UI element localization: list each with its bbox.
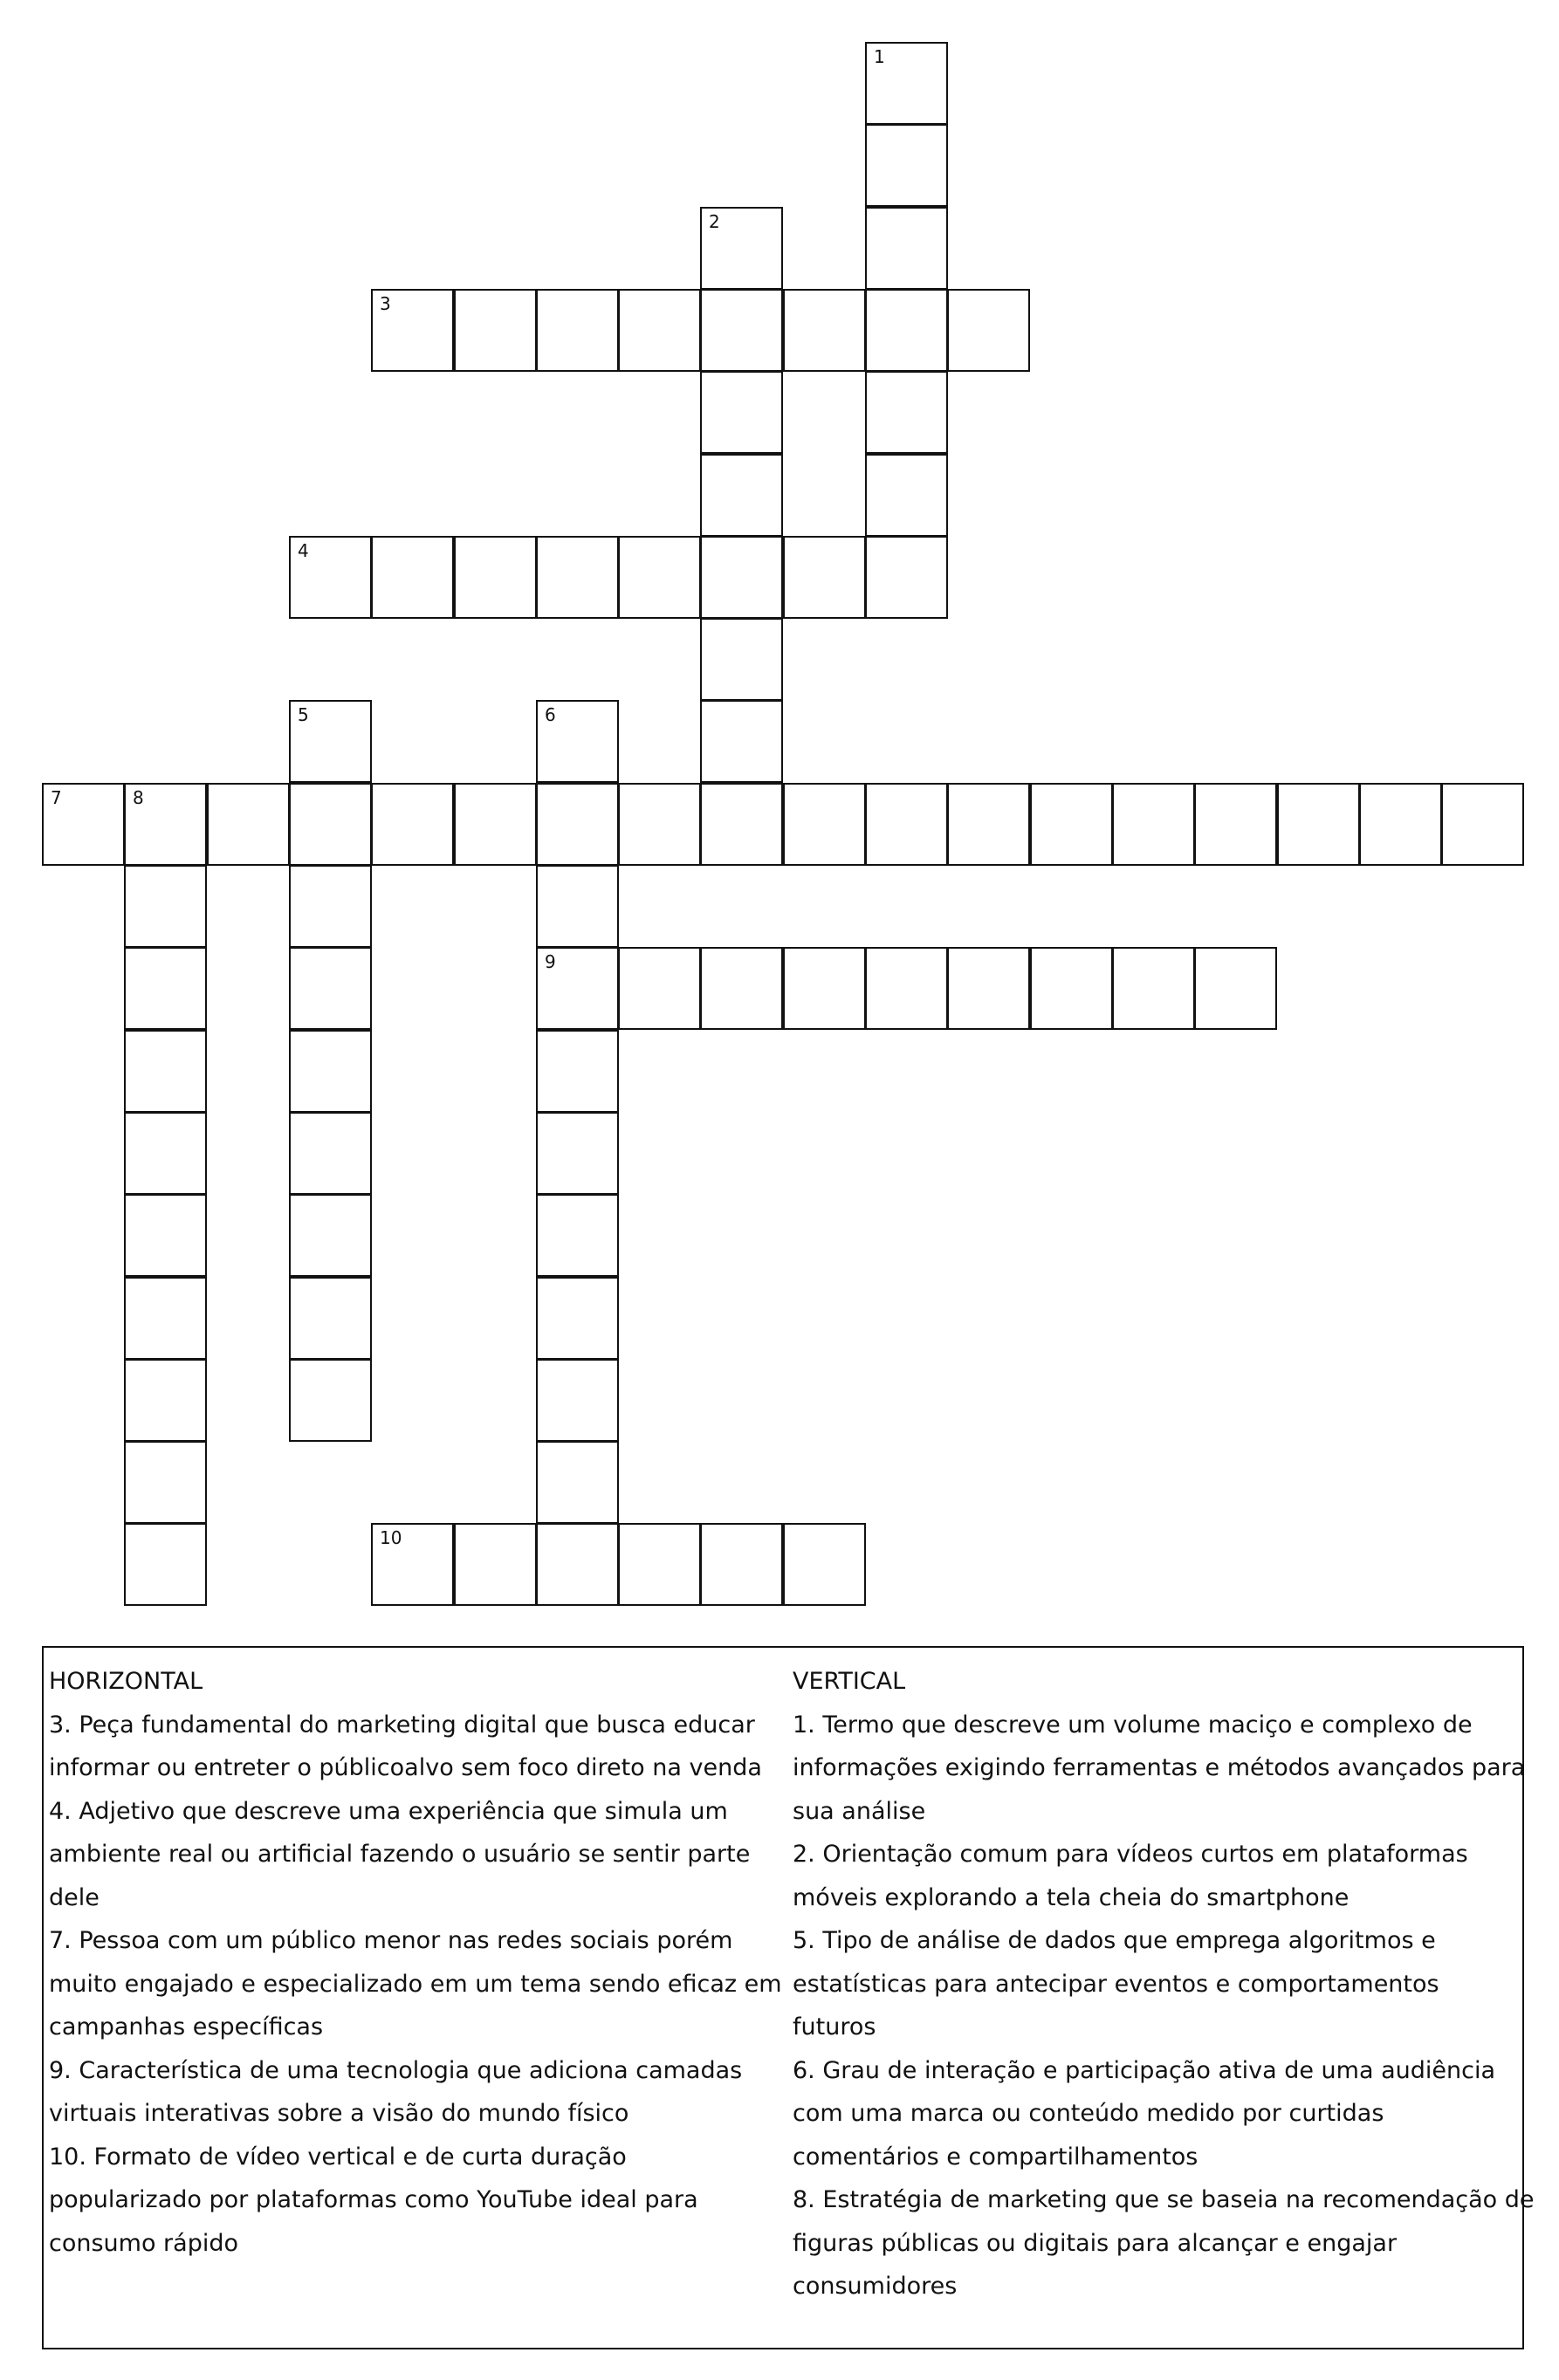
vertical-clue-line: 1. Termo que descreve um volume maciço e complexo de	[793, 1711, 1473, 1739]
crossword-cell[interactable]	[289, 700, 372, 783]
crossword-cell[interactable]	[618, 289, 701, 372]
vertical-clue-line: 2. Orientação comum para vídeos curtos em plataformas	[793, 1841, 1468, 1868]
crossword-cell[interactable]	[1030, 947, 1113, 1030]
crossword-cell[interactable]	[865, 947, 948, 1030]
vertical-clue-line: informações exigindo ferramentas e métodos avançados para	[793, 1754, 1526, 1781]
crossword-cell[interactable]	[618, 536, 701, 619]
horizontal-clue-line: muito engajado e especializado em um tema sendo eficaz em	[49, 1970, 782, 1998]
crossword-cell[interactable]	[1359, 783, 1442, 866]
vertical-clue-line: 8. Estratégia de marketing que se baseia na recomendação de	[793, 2186, 1535, 2213]
crossword-cell[interactable]	[289, 865, 372, 948]
vertical-clue-line: figuras públicas ou digitais para alcançar e engajar	[793, 2229, 1398, 2257]
crossword-cell[interactable]	[700, 536, 783, 619]
crossword-cell[interactable]	[536, 1194, 619, 1277]
crossword-cell[interactable]	[700, 618, 783, 701]
crossword-cell[interactable]	[865, 454, 948, 537]
clue-number: 7	[51, 787, 62, 808]
crossword-cell[interactable]	[1194, 783, 1277, 866]
crossword-cell[interactable]	[536, 1359, 619, 1442]
crossword-cell[interactable]	[124, 1523, 207, 1606]
crossword-cell[interactable]	[289, 947, 372, 1030]
crossword-cell[interactable]	[783, 289, 866, 372]
crossword-cell[interactable]	[700, 947, 783, 1030]
crossword-cell[interactable]	[1112, 783, 1195, 866]
crossword-cell[interactable]	[42, 783, 125, 866]
crossword-cell[interactable]	[1441, 783, 1524, 866]
crossword-cell[interactable]	[124, 1112, 207, 1195]
crossword-cell[interactable]	[124, 947, 207, 1030]
crossword-cell[interactable]	[289, 783, 372, 866]
clue-number: 1	[874, 46, 885, 67]
crossword-cell[interactable]	[124, 865, 207, 948]
horizontal-clue-line: campanhas específicas	[49, 2013, 324, 2040]
crossword-cell[interactable]	[783, 1523, 866, 1606]
clue-number: 9	[545, 951, 556, 972]
crossword-cell[interactable]	[536, 865, 619, 948]
crossword-cell[interactable]	[536, 783, 619, 866]
horizontal-heading: HORIZONTAL	[49, 1668, 203, 1695]
vertical-clue-line: comentários e compartilhamentos	[793, 2143, 1198, 2171]
clues-panel	[42, 1646, 1535, 2349]
crossword-cell[interactable]	[1112, 947, 1195, 1030]
crossword-cell[interactable]	[454, 783, 537, 866]
crossword-cell[interactable]	[865, 536, 948, 619]
crossword-cell[interactable]	[536, 947, 619, 1030]
horizontal-clue-line: 10. Formato de vídeo vertical e de curta duração	[49, 2143, 627, 2171]
crossword-cell[interactable]	[700, 783, 783, 866]
crossword-cell[interactable]	[1277, 783, 1360, 866]
crossword-cell[interactable]	[865, 207, 948, 290]
crossword-cell[interactable]	[865, 42, 948, 125]
crossword-cell[interactable]	[536, 700, 619, 783]
vertical-clue-line: futuros	[793, 2013, 876, 2040]
crossword-cell[interactable]	[124, 1194, 207, 1277]
crossword-cell[interactable]	[371, 536, 454, 619]
horizontal-clue-line: virtuais interativas sobre a visão do mundo físico	[49, 2100, 629, 2127]
vertical-clues	[793, 1660, 1535, 2308]
crossword-cell[interactable]	[289, 1359, 372, 1442]
horizontal-clue-line: dele	[49, 1883, 100, 1911]
vertical-clue-line: estatísticas para antecipar eventos e comportamentos	[793, 1970, 1439, 1998]
clue-number: 4	[298, 540, 309, 561]
crossword-cell[interactable]	[371, 289, 454, 372]
vertical-clue-line: com uma marca ou conteúdo medido por curtidas	[793, 2100, 1384, 2127]
horizontal-clues	[49, 1660, 789, 2265]
crossword-cell[interactable]	[454, 289, 537, 372]
crossword-cell[interactable]	[536, 1277, 619, 1360]
crossword-cell[interactable]	[947, 289, 1030, 372]
crossword-cell[interactable]	[124, 1277, 207, 1360]
horizontal-clue-line: 3. Peça fundamental do marketing digital que busca educar	[49, 1711, 755, 1739]
crossword-cell[interactable]	[536, 536, 619, 619]
crossword-cell[interactable]	[700, 454, 783, 537]
crossword-cell[interactable]	[865, 371, 948, 454]
crossword-cell[interactable]	[783, 783, 866, 866]
clue-number: 3	[380, 293, 391, 314]
crossword-cell[interactable]	[289, 1030, 372, 1113]
vertical-clue-line: móveis explorando a tela cheia do smartphone	[793, 1883, 1350, 1911]
crossword-cell[interactable]	[536, 1112, 619, 1195]
clue-number: 2	[709, 211, 720, 232]
clue-number: 6	[545, 704, 556, 725]
crossword-cell[interactable]	[124, 1359, 207, 1442]
crossword-cell[interactable]	[536, 1441, 619, 1524]
crossword-cell[interactable]	[700, 207, 783, 290]
crossword-cell[interactable]	[289, 1277, 372, 1360]
clue-number: 5	[298, 704, 309, 725]
crossword-cell[interactable]	[700, 289, 783, 372]
crossword-cell[interactable]	[371, 1523, 454, 1606]
crossword-cell[interactable]	[454, 536, 537, 619]
horizontal-clue-line: 7. Pessoa com um público menor nas redes sociais porém	[49, 1927, 733, 1954]
clue-number: 8	[133, 787, 144, 808]
crossword-cell[interactable]	[618, 783, 701, 866]
crossword-cell[interactable]	[865, 289, 948, 372]
crossword-cell[interactable]	[783, 947, 866, 1030]
crossword-cell[interactable]	[865, 124, 948, 207]
crossword-cell[interactable]	[536, 289, 619, 372]
horizontal-clue-line: consumo rápido	[49, 2229, 239, 2257]
crossword-cell[interactable]	[947, 947, 1030, 1030]
horizontal-clue-line: 4. Adjetivo que descreve uma experiência que simula um	[49, 1797, 728, 1825]
vertical-clue-line: 6. Grau de interação e participação ativa de uma audiência	[793, 2056, 1496, 2084]
horizontal-clue-line: 9. Característica de uma tecnologia que adiciona camadas	[49, 2056, 743, 2084]
crossword-cell[interactable]	[289, 1112, 372, 1195]
crossword-cell[interactable]	[618, 1523, 701, 1606]
vertical-clue-line: consumidores	[793, 2273, 958, 2300]
crossword-cell[interactable]	[454, 1523, 537, 1606]
crossword-cell[interactable]	[124, 783, 207, 866]
crossword-cell[interactable]	[865, 783, 948, 866]
crossword-cell[interactable]	[371, 783, 454, 866]
crossword-cell[interactable]	[700, 700, 783, 783]
horizontal-clue-line: informar ou entreter o públicoalvo sem foco direto na venda	[49, 1754, 762, 1781]
crossword-cell[interactable]	[124, 1441, 207, 1524]
clue-number: 10	[380, 1527, 402, 1548]
crossword-cell[interactable]	[618, 947, 701, 1030]
crossword-cell[interactable]	[1030, 783, 1113, 866]
crossword-cell[interactable]	[700, 371, 783, 454]
crossword-cell[interactable]	[124, 1030, 207, 1113]
crossword-cell[interactable]	[700, 1523, 783, 1606]
crossword-cell[interactable]	[947, 783, 1030, 866]
crossword-cell[interactable]	[1194, 947, 1277, 1030]
horizontal-clue-line: ambiente real ou artificial fazendo o usuário se sentir parte	[49, 1841, 751, 1868]
crossword-cell[interactable]	[289, 536, 372, 619]
vertical-heading: VERTICAL	[793, 1668, 906, 1695]
vertical-clue-line: sua análise	[793, 1797, 926, 1825]
horizontal-clue-line: popularizado por plataformas como YouTube ideal para	[49, 2186, 698, 2213]
crossword-cell[interactable]	[536, 1030, 619, 1113]
crossword-cell[interactable]	[289, 1194, 372, 1277]
vertical-clue-line: 5. Tipo de análise de dados que emprega algoritmos e	[793, 1927, 1436, 1954]
crossword-cell[interactable]	[207, 783, 290, 866]
crossword-cell[interactable]	[783, 536, 866, 619]
crossword-cell[interactable]	[536, 1523, 619, 1606]
